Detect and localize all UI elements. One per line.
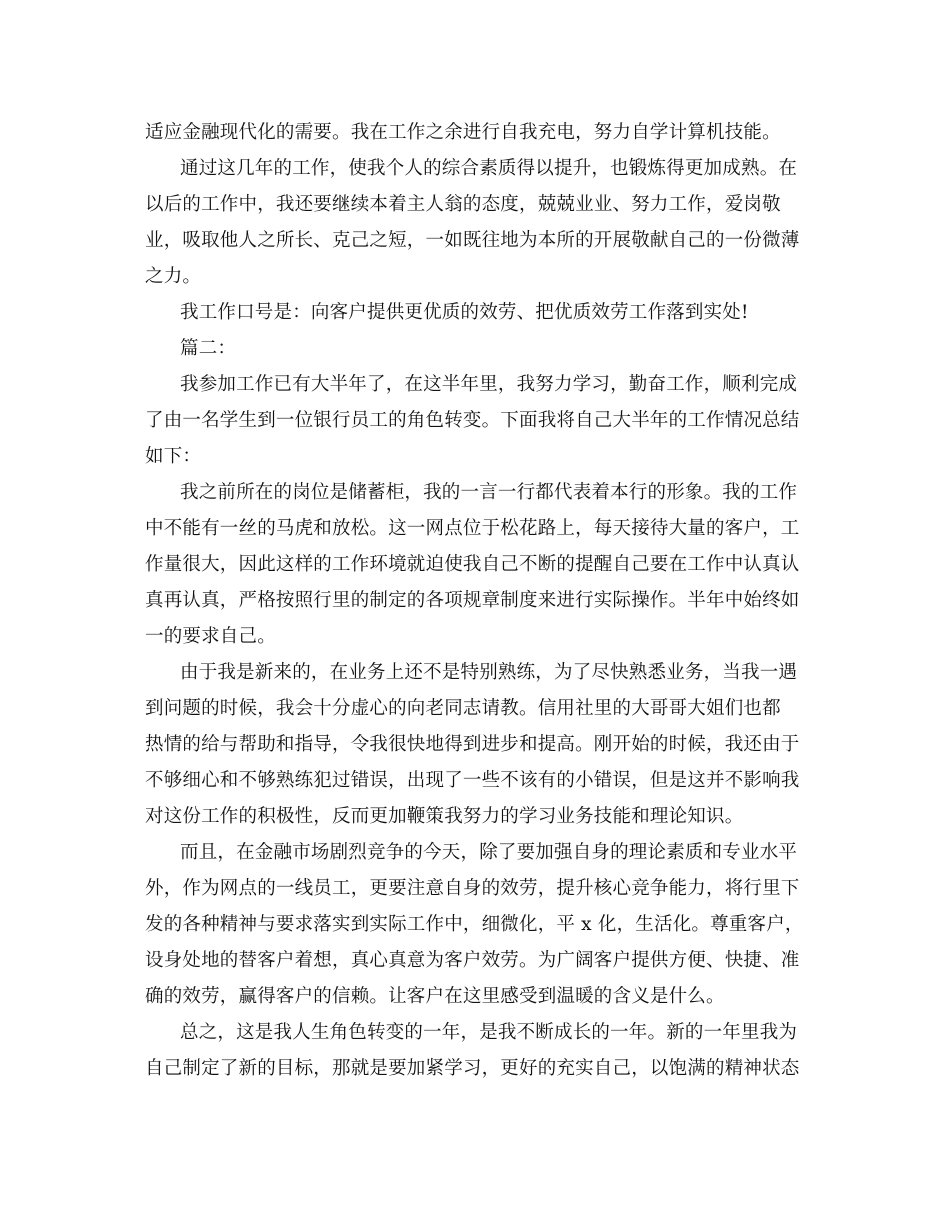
text-line: 到问题的时候，我会十分虚心的向老同志请教。信用社里的大哥哥大姐们也都: [145, 698, 781, 719]
text-line: 真再认真，严格按照行里的制定的各项规章制度来进行实际操作。半年中始终如: [145, 590, 800, 611]
text-line: 通过这几年的工作，使我个人的综合素质得以提升，也锻炼得更加成熟。在: [180, 158, 798, 179]
text-line: 不够细心和不够熟练犯过错误，出现了一些不该有的小错误，但是这并不影响我: [145, 770, 800, 791]
text-line: 适应金融现代化的需要。我在工作之余进行自我充电，努力自学计算机技能。: [145, 122, 781, 143]
text-line: 自己制定了新的目标，那就是要加紧学习，更好的充实自己，以饱满的精神状态: [145, 1058, 800, 1079]
section-heading: 篇二：: [180, 338, 237, 359]
text-line: 以后的工作中，我还要继续本着主人翁的态度，兢兢业业、努力工作，爱岗敬: [145, 194, 781, 215]
text-line: 我工作口号是：向客户提供更优质的效劳、把优质效劳工作落到实处!: [180, 302, 749, 323]
text-line: 总之，这是我人生角色转变的一年，是我不断成长的一年。新的一年里我为: [180, 1022, 798, 1043]
text-line: 发的各种精神与要求落实到实际工作中，细微化，平 x 化，生活化。尊重客户，: [145, 914, 804, 935]
text-line: 作量很大，因此这样的工作环境就迫使我自己不断的提醒自己要在工作中认真认: [145, 554, 800, 575]
text-line: 我之前所在的岗位是储蓄柜，我的一言一行都代表着本行的形象。我的工作: [180, 482, 798, 503]
text-line: 设身处地的替客户着想，真心真意为客户效劳。为广阔客户提供方便、快捷、准: [145, 950, 800, 971]
text-line: 如下：: [145, 446, 202, 467]
text-line: 而且，在金融市场剧烈竞争的今天，除了要加强自身的理论素质和专业水平: [180, 842, 798, 863]
text-line: 中不能有一丝的马虎和放松。这一网点位于松花路上，每天接待大量的客户，工: [145, 518, 800, 539]
text-line: 确的效劳，赢得客户的信赖。让客户在这里感受到温暖的含义是什么。: [145, 986, 725, 1007]
text-line: 业，吸取他人之所长、克己之短，一如既往地为本所的开展敬献自己的一份微薄: [145, 230, 800, 251]
text-line: 我参加工作已有大半年了，在这半年里，我努力学习，勤奋工作，顺利完成: [180, 374, 798, 395]
text-line: 了由一名学生到一位银行员工的角色转变。下面我将自己大半年的工作情况总结: [145, 410, 800, 431]
text-line: 外，作为网点的一线员工，更要注意自身的效劳，提升核心竞争能力，将行里下: [145, 878, 800, 899]
text-line: 对这份工作的积极性，反而更加鞭策我努力的学习业务技能和理论知识。: [145, 806, 744, 827]
text-line: 热情的给与帮助和指导，令我很快地得到进步和提高。刚开始的时候，我还由于: [145, 734, 800, 755]
text-line: 由于我是新来的，在业务上还不是特别熟练，为了尽快熟悉业务，当我一遇: [180, 662, 798, 683]
text-line: 一的要求自己。: [145, 626, 276, 647]
text-line: 之力。: [145, 266, 202, 287]
